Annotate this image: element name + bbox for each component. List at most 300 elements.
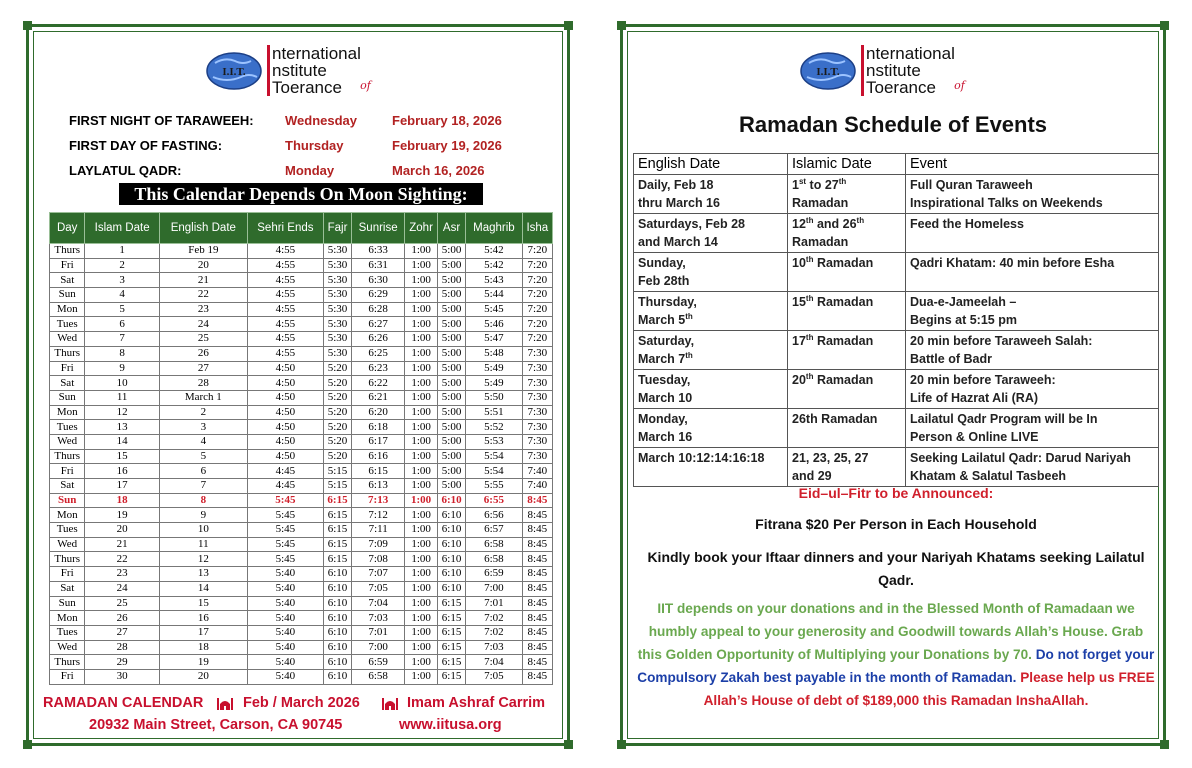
table-cell: 5:42 bbox=[466, 244, 523, 259]
table-cell: 5:00 bbox=[437, 302, 465, 317]
table-cell: 15 bbox=[159, 596, 247, 611]
logo-line-3: Toerance bbox=[272, 78, 342, 97]
table-cell: 6:31 bbox=[352, 258, 405, 273]
table-cell: 1:00 bbox=[405, 464, 438, 479]
table-cell: 1:00 bbox=[405, 567, 438, 582]
table-cell: 5:20 bbox=[323, 449, 351, 464]
table-cell: 6:15 bbox=[437, 655, 465, 670]
event-cell: Full Quran Taraweeh Inspirational Talks on Weekends bbox=[906, 175, 1159, 214]
table-cell: 1:00 bbox=[405, 508, 438, 523]
table-cell: Tues bbox=[50, 420, 85, 435]
table-cell: 5:44 bbox=[466, 288, 523, 303]
table-row bbox=[50, 523, 553, 538]
islamic-date-cell: 12th and 26th Ramadan bbox=[788, 214, 906, 253]
table-cell: 6:58 bbox=[352, 669, 405, 684]
table-cell: 13 bbox=[85, 420, 159, 435]
table-cell: 6:30 bbox=[352, 273, 405, 288]
table-cell: 8:45 bbox=[522, 596, 552, 611]
table-cell: 6:10 bbox=[437, 537, 465, 552]
english-date-cell: March 10:12:14:16:18 bbox=[634, 448, 788, 487]
table-cell: 26 bbox=[85, 611, 159, 626]
table-row bbox=[50, 420, 553, 435]
table-cell: 15 bbox=[85, 449, 159, 464]
table-cell: 5:00 bbox=[437, 273, 465, 288]
table-cell: 7:08 bbox=[352, 552, 405, 567]
islamic-date-cell: 26th Ramadan bbox=[788, 409, 906, 448]
table-cell: 8:45 bbox=[522, 625, 552, 640]
table-cell: 4:50 bbox=[247, 420, 323, 435]
table-cell: 7:30 bbox=[522, 434, 552, 449]
table-cell: Mon bbox=[50, 611, 85, 626]
table-cell: 5:20 bbox=[323, 405, 351, 420]
table-cell: 1:00 bbox=[405, 420, 438, 435]
eid-announcement: Eid–ul–Fitr to be Announced: bbox=[798, 485, 994, 501]
table-cell: 4:50 bbox=[247, 390, 323, 405]
table-cell: 6:10 bbox=[323, 625, 351, 640]
table-cell: 6:13 bbox=[352, 479, 405, 494]
table-cell: 6:22 bbox=[352, 376, 405, 391]
table-cell: 5:30 bbox=[323, 244, 351, 259]
table-cell: 5:40 bbox=[247, 625, 323, 640]
table-cell: 20 bbox=[159, 669, 247, 684]
table-cell: 7:20 bbox=[522, 273, 552, 288]
table-cell: 1:00 bbox=[405, 625, 438, 640]
table-cell: 1:00 bbox=[405, 596, 438, 611]
table-cell: 27 bbox=[159, 361, 247, 376]
table-cell: 7:07 bbox=[352, 567, 405, 582]
table-cell: 6:10 bbox=[437, 552, 465, 567]
table-cell: Sun bbox=[50, 596, 85, 611]
islamic-date-cell: 15th Ramadan bbox=[788, 292, 906, 331]
table-cell: 7:30 bbox=[522, 420, 552, 435]
table-cell: 1:00 bbox=[405, 434, 438, 449]
table-cell: 4:50 bbox=[247, 405, 323, 420]
table-cell: 7:05 bbox=[352, 581, 405, 596]
table-cell: 5:46 bbox=[466, 317, 523, 332]
table-cell: 5:45 bbox=[247, 523, 323, 538]
table-cell: 1:00 bbox=[405, 332, 438, 347]
table-cell: 5 bbox=[85, 302, 159, 317]
table-cell: 1:00 bbox=[405, 669, 438, 684]
table-cell: 5:43 bbox=[466, 273, 523, 288]
table-cell: 22 bbox=[159, 288, 247, 303]
logo-line-1: nternational bbox=[272, 44, 361, 63]
table-cell: 5:30 bbox=[323, 317, 351, 332]
table-cell: 5:51 bbox=[466, 405, 523, 420]
table-cell: 1:00 bbox=[405, 273, 438, 288]
table-cell: 6:10 bbox=[437, 523, 465, 538]
table-cell: Fri bbox=[50, 669, 85, 684]
table-cell: 24 bbox=[85, 581, 159, 596]
table-cell: Sun bbox=[50, 390, 85, 405]
table-cell: 11 bbox=[159, 537, 247, 552]
table-cell: 1 bbox=[85, 244, 159, 259]
table-cell: 23 bbox=[85, 567, 159, 582]
table-cell: 1:00 bbox=[405, 552, 438, 567]
schedule-title: Ramadan Schedule of Events bbox=[738, 112, 1048, 137]
table-cell: 4:55 bbox=[247, 346, 323, 361]
table-cell: 7:30 bbox=[522, 376, 552, 391]
booking-note: Kindly book your Iftaar dinners and your Nariyah Khatams seeking Lailatul Qadr. bbox=[647, 549, 1145, 588]
table-cell: 5:53 bbox=[466, 434, 523, 449]
table-cell: 5:20 bbox=[323, 361, 351, 376]
table-cell: 5:45 bbox=[247, 537, 323, 552]
table-cell: March 1 bbox=[159, 390, 247, 405]
table-row bbox=[50, 581, 553, 596]
event-row bbox=[634, 370, 1159, 409]
table-cell: 5:42 bbox=[466, 258, 523, 273]
column-header: English Date bbox=[159, 213, 247, 244]
table-row bbox=[50, 434, 553, 449]
table-row bbox=[50, 669, 553, 684]
table-cell: 4 bbox=[159, 434, 247, 449]
table-cell: 6:15 bbox=[323, 508, 351, 523]
table-cell: 1:00 bbox=[405, 346, 438, 361]
table-cell: Tues bbox=[50, 523, 85, 538]
event-cell: 20 min before Taraweeh: Life of Hazrat Ali (RA) bbox=[906, 370, 1159, 409]
table-cell: 1:00 bbox=[405, 405, 438, 420]
table-cell: 17 bbox=[159, 625, 247, 640]
table-row bbox=[50, 537, 553, 552]
table-cell: 8:45 bbox=[522, 523, 552, 538]
table-cell: Mon bbox=[50, 405, 85, 420]
english-date-cell: Saturdays, Feb 28 and March 14 bbox=[634, 214, 788, 253]
table-row bbox=[50, 346, 553, 361]
table-cell: Fri bbox=[50, 567, 85, 582]
table-cell: 6:10 bbox=[323, 669, 351, 684]
table-cell: 5:30 bbox=[323, 258, 351, 273]
table-cell: 7:11 bbox=[352, 523, 405, 538]
table-cell: 4:55 bbox=[247, 302, 323, 317]
column-header: English Date bbox=[634, 154, 788, 175]
table-cell: 7:00 bbox=[352, 640, 405, 655]
table-cell: 6:10 bbox=[437, 581, 465, 596]
table-cell: 6:10 bbox=[323, 640, 351, 655]
table-cell: 5:45 bbox=[466, 302, 523, 317]
table-cell: Thurs bbox=[50, 655, 85, 670]
table-cell: 18 bbox=[159, 640, 247, 655]
table-cell: 1:00 bbox=[405, 317, 438, 332]
table-cell: 7:30 bbox=[522, 390, 552, 405]
table-cell: 7:12 bbox=[352, 508, 405, 523]
table-cell: 5:48 bbox=[466, 346, 523, 361]
table-row bbox=[50, 655, 553, 670]
table-cell: 1:00 bbox=[405, 244, 438, 259]
islamic-date-cell: 17th Ramadan bbox=[788, 331, 906, 370]
table-cell: 5:20 bbox=[323, 420, 351, 435]
ramadan-calendar-panel: I.I.T. nternational nstitute Toerance of FIRST NIGHT OF TARAWEEH: Wednesday February 18, 2026 FIRST DAY OF FASTING: Thursday February 19, 2026 LAYLATUL QADR: Monday March 16, 2026 This Calendar Depends On Moon Sighting: Day Islam Date English Date Sehri Ends Fajr Sunrise Zohr Asr Maghrib Isha Thurs 1 Feb 19 4:55 5:30 6:33 1:00 5:00 5:42 7:20 Fri 2 20 4:55 5:30 6:31 1:00 5:00 5:42 7:20 Sat 3 21 4:55 5:30 6:30 1:00 5:00 5:43 7:20 Sun 4 22 4:55 5:30 6:29 1:00 5:00 5:44 7:20 Mon 5 23 4:55 5:30 6:28 1:00 5:00 5:45 7:20 Tues 6 24 4:55 5:30 6:27 1:00 5:00 5:46 7:20 Wed 7 25 4:55 5:30 6:26 1:00 5:00 5:47 7:20 Thurs 8 26 4:55 5:30 6:25 1:00 5:00 5:48 7:30 Fri 9 27 4:50 5:20 6:23 1:00 5:00 5:49 7:30 Sat 10 28 4:50 5:20 6:22 1:00 5:00 5:49 7:30 Sun 11 March 1 4:50 5:20 6:21 1:00 5:00 5:50 7:30 Mon 12 2 4:50 5:20 6:20 1:00 5:00 5:51 7:30 Tues 13 3 4:50 5:20 6:18 1:00 5:00 5:52 7:30 Wed 14 4 4:50 5:20 6:17 1:00 5:00 5:53 7:30 Thurs 15 5 4:50 5:20 6:16 1:00 5:00 5:54 7:30 Fri 16 6 4:45 5:15 6:15 1:00 5:00 5:54 7:40 Sat 17 7 4:45 5:15 6:13 1:00 5:00 5:55 7:40 Sun 18 8 5:45 6:15 7:13 1:00 6:10 6:55 8:45 Mon 19 9 5:45 6:15 7:12 1:00 6:10 6:56 8:45 Tues 20 10 5:45 6:15 7:11 1:00 6:10 6:57 8:45 Wed 21 11 5:45 6:15 7:09 1:00 6:10 6:58 8:45 Thurs 22 12 5:45 6:15 7:08 1:00 6:10 6:58 8:45 Fri 23 13 5:40 6:10 7:07 1:00 6:10 6:59 8:45 Sat 24 14 5:40 6:10 7:05 1:00 6:10 7:00 8:45 Sun 25 15 5:40 6:10 7:04 1:00 6:15 7:01 8:45 Mon 26 16 5:40 6:10 7:03 1:00 6:15 7:02 8:45 Tues 27 17 5:40 6:10 7:01 1:00 6:15 7:02 8:45 Wed 28 18 5:40 6:10 7:00 1:00 6:15 7:03 8:45 Thurs 29 19 5:40 6:10 6:59 1:00 6:15 7:04 8:45 Fri 30 20 5:40 6:10 6:58 1:00 6:15 7:05 8:45 RAMADAN CALENDAR Feb / March 2026 Imam Ashraf Carrim 20932 Main Street, Carson, CA 90745 www.iitusa.org bbox=[26, 24, 570, 746]
table-cell: Wed bbox=[50, 434, 85, 449]
table-cell: 14 bbox=[85, 434, 159, 449]
table-cell: 9 bbox=[85, 361, 159, 376]
table-cell: 16 bbox=[159, 611, 247, 626]
table-cell: 5:00 bbox=[437, 420, 465, 435]
table-cell: 1:00 bbox=[405, 390, 438, 405]
column-header: Sehri Ends bbox=[247, 213, 323, 244]
english-date-cell: Saturday, March 7th bbox=[634, 331, 788, 370]
table-cell: 6:15 bbox=[323, 523, 351, 538]
table-cell: 5:54 bbox=[466, 449, 523, 464]
table-cell: 6:15 bbox=[437, 625, 465, 640]
table-cell: 5 bbox=[159, 449, 247, 464]
table-row bbox=[50, 361, 553, 376]
table-cell: 6:15 bbox=[323, 537, 351, 552]
table-cell: 12 bbox=[159, 552, 247, 567]
table-cell: 5:45 bbox=[247, 552, 323, 567]
table-cell: 5:30 bbox=[323, 288, 351, 303]
event-cell: Lailatul Qadr Program will be In Person & Online LIVE bbox=[906, 409, 1159, 448]
globe-icon bbox=[799, 51, 857, 91]
table-cell: 19 bbox=[159, 655, 247, 670]
table-cell: 5:15 bbox=[323, 464, 351, 479]
table-cell: 5:00 bbox=[437, 405, 465, 420]
table-cell: 1:00 bbox=[405, 581, 438, 596]
table-cell: 5:00 bbox=[437, 346, 465, 361]
islamic-date-cell: 20th Ramadan bbox=[788, 370, 906, 409]
event-row bbox=[634, 214, 1159, 253]
table-cell: 7:30 bbox=[522, 361, 552, 376]
table-row bbox=[50, 596, 553, 611]
table-cell: 5:30 bbox=[323, 302, 351, 317]
table-cell: Thurs bbox=[50, 346, 85, 361]
table-cell: 5:40 bbox=[247, 567, 323, 582]
logo-line-2: nstitute bbox=[272, 61, 327, 80]
table-cell: 6:57 bbox=[466, 523, 523, 538]
table-row bbox=[50, 464, 553, 479]
table-cell: 6:15 bbox=[437, 611, 465, 626]
table-cell: 5:20 bbox=[323, 390, 351, 405]
table-row bbox=[50, 288, 553, 303]
event-cell: 20 min before Taraweeh Salah: Battle of Badr bbox=[906, 331, 1159, 370]
svg-text:I.I.T.: I.I.T. bbox=[816, 66, 840, 78]
table-cell: 7:30 bbox=[522, 346, 552, 361]
table-cell: 4:55 bbox=[247, 317, 323, 332]
svg-text:I.I.T.: I.I.T. bbox=[222, 66, 246, 78]
table-row bbox=[50, 449, 553, 464]
islamic-date-cell: 21, 23, 25, 27 and 29 bbox=[788, 448, 906, 487]
donation-appeal: IIT depends on your donations and in the Blessed Month of Ramadaan we humbly appeal to your generosity and Goodwill towards Allah’s House. Grab this Golden Opportunity of Multiplying your Donations by 70. Do not forget your Compulsory Zakah best payable in the month of Ramadan. Please help us FREE Allah’s House of debt of $189,000 this Ramadan InshaAllah. bbox=[637, 601, 1155, 708]
table-cell: 4:45 bbox=[247, 464, 323, 479]
table-cell: 4:55 bbox=[247, 288, 323, 303]
table-cell: 4 bbox=[85, 288, 159, 303]
table-cell: 5:00 bbox=[437, 361, 465, 376]
table-cell: Thurs bbox=[50, 449, 85, 464]
fitrana-note: Fitrana $20 Per Person in Each Household bbox=[755, 516, 1037, 532]
table-cell: 6:26 bbox=[352, 332, 405, 347]
table-cell: 6:28 bbox=[352, 302, 405, 317]
table-row bbox=[50, 302, 553, 317]
table-cell: 11 bbox=[85, 390, 159, 405]
table-cell: Fri bbox=[50, 258, 85, 273]
event-row bbox=[634, 175, 1159, 214]
globe-icon bbox=[205, 51, 263, 91]
logo-line-3: Toerance bbox=[866, 78, 936, 97]
table-cell: 1:00 bbox=[405, 288, 438, 303]
table-cell: 5:30 bbox=[323, 332, 351, 347]
table-cell: 5:45 bbox=[247, 508, 323, 523]
table-cell: 3 bbox=[159, 420, 247, 435]
table-cell: 7:20 bbox=[522, 302, 552, 317]
table-cell: 5:00 bbox=[437, 288, 465, 303]
table-cell: 4:50 bbox=[247, 434, 323, 449]
table-cell: 6:15 bbox=[437, 669, 465, 684]
table-cell: 28 bbox=[85, 640, 159, 655]
islamic-date-cell: 10th Ramadan bbox=[788, 253, 906, 292]
table-cell: 7:20 bbox=[522, 244, 552, 259]
column-header: Zohr bbox=[405, 213, 438, 244]
table-cell: 6:15 bbox=[352, 464, 405, 479]
table-cell: 7:20 bbox=[522, 332, 552, 347]
table-cell: 6:23 bbox=[352, 361, 405, 376]
table-cell: 26 bbox=[159, 346, 247, 361]
table-cell: 7:03 bbox=[466, 640, 523, 655]
table-cell: Mon bbox=[50, 508, 85, 523]
table-cell: 5:30 bbox=[323, 273, 351, 288]
column-header: Fajr bbox=[323, 213, 351, 244]
table-cell: 24 bbox=[159, 317, 247, 332]
table-cell: 6:58 bbox=[466, 552, 523, 567]
table-cell: 5:15 bbox=[323, 479, 351, 494]
event-row bbox=[634, 448, 1159, 487]
table-row bbox=[50, 611, 553, 626]
table-cell: 8:45 bbox=[522, 493, 552, 508]
table-cell: 12 bbox=[85, 405, 159, 420]
table-cell: 5:30 bbox=[323, 346, 351, 361]
table-cell: 6:18 bbox=[352, 420, 405, 435]
table-cell: 6:10 bbox=[437, 508, 465, 523]
table-cell: 7:30 bbox=[522, 405, 552, 420]
table-cell: 5:40 bbox=[247, 596, 323, 611]
table-cell: 7:09 bbox=[352, 537, 405, 552]
website-link[interactable]: www.iitusa.org bbox=[399, 717, 502, 733]
table-cell: 4:50 bbox=[247, 376, 323, 391]
table-row bbox=[50, 625, 553, 640]
table-cell: 1:00 bbox=[405, 449, 438, 464]
table-cell: 6:59 bbox=[466, 567, 523, 582]
table-row bbox=[50, 332, 553, 347]
table-cell: 6:15 bbox=[437, 640, 465, 655]
table-cell: 25 bbox=[159, 332, 247, 347]
table-cell: 5:49 bbox=[466, 361, 523, 376]
event-cell: Dua-e-Jameelah – Begins at 5:15 pm bbox=[906, 292, 1159, 331]
table-row bbox=[50, 244, 553, 259]
table-cell: 1:00 bbox=[405, 258, 438, 273]
table-cell: 8:45 bbox=[522, 669, 552, 684]
table-row bbox=[50, 552, 553, 567]
table-cell: Wed bbox=[50, 640, 85, 655]
table-cell: 6:29 bbox=[352, 288, 405, 303]
table-cell: 4:55 bbox=[247, 244, 323, 259]
table-cell: 10 bbox=[159, 523, 247, 538]
mosque-icon bbox=[381, 696, 399, 710]
event-row bbox=[634, 331, 1159, 370]
islamic-date-cell: 1st to 27th Ramadan bbox=[788, 175, 906, 214]
table-cell: 20 bbox=[159, 258, 247, 273]
table-cell: 19 bbox=[85, 508, 159, 523]
table-cell: 6:56 bbox=[466, 508, 523, 523]
table-cell: 21 bbox=[85, 537, 159, 552]
table-cell: 5:00 bbox=[437, 390, 465, 405]
iit-logo: I.I.T. nternational nstitute Toerance of bbox=[799, 45, 955, 96]
table-cell: 5:20 bbox=[323, 376, 351, 391]
table-cell: 10 bbox=[85, 376, 159, 391]
table-cell: 18 bbox=[85, 493, 159, 508]
table-cell: 5:20 bbox=[323, 434, 351, 449]
table-cell: 6:15 bbox=[323, 493, 351, 508]
table-row bbox=[50, 567, 553, 582]
table-cell: 7:04 bbox=[466, 655, 523, 670]
table-cell: 7:20 bbox=[522, 288, 552, 303]
table-cell: 6:59 bbox=[352, 655, 405, 670]
table-cell: 7:40 bbox=[522, 464, 552, 479]
table-cell: 4:50 bbox=[247, 449, 323, 464]
table-cell: Tues bbox=[50, 625, 85, 640]
table-cell: 23 bbox=[159, 302, 247, 317]
table-row bbox=[50, 376, 553, 391]
table-cell: 3 bbox=[85, 273, 159, 288]
table-row bbox=[50, 479, 553, 494]
table-cell: Sat bbox=[50, 376, 85, 391]
table-cell: 7 bbox=[85, 332, 159, 347]
table-cell: Sun bbox=[50, 288, 85, 303]
table-cell: 21 bbox=[159, 273, 247, 288]
table-row bbox=[50, 640, 553, 655]
table-cell: 1:00 bbox=[405, 655, 438, 670]
english-date-cell: Thursday, March 5th bbox=[634, 292, 788, 331]
table-cell: 7:04 bbox=[352, 596, 405, 611]
column-header: Maghrib bbox=[466, 213, 523, 244]
schedule-panel bbox=[620, 24, 1166, 746]
table-cell: 5:40 bbox=[247, 655, 323, 670]
table-cell: 8:45 bbox=[522, 537, 552, 552]
table-cell: 6:10 bbox=[323, 567, 351, 582]
table-cell: 8:45 bbox=[522, 611, 552, 626]
table-cell: 1:00 bbox=[405, 302, 438, 317]
table-cell: 5:49 bbox=[466, 376, 523, 391]
table-cell: 30 bbox=[85, 669, 159, 684]
table-cell: 5:40 bbox=[247, 669, 323, 684]
table-cell: Feb 19 bbox=[159, 244, 247, 259]
table-cell: 6 bbox=[159, 464, 247, 479]
table-cell: 7:13 bbox=[352, 493, 405, 508]
english-date-cell: Tuesday, March 10 bbox=[634, 370, 788, 409]
table-cell: 5:45 bbox=[247, 493, 323, 508]
table-cell: 16 bbox=[85, 464, 159, 479]
table-cell: 5:52 bbox=[466, 420, 523, 435]
table-cell: 5:00 bbox=[437, 332, 465, 347]
moon-sighting-banner: This Calendar Depends On Moon Sighting: bbox=[119, 183, 483, 205]
english-date-cell: Monday, March 16 bbox=[634, 409, 788, 448]
table-cell: Wed bbox=[50, 332, 85, 347]
table-cell: 4:55 bbox=[247, 332, 323, 347]
table-cell: Sun bbox=[50, 493, 85, 508]
table-cell: 7 bbox=[159, 479, 247, 494]
table-cell: 20 bbox=[85, 523, 159, 538]
event-cell: Seeking Lailatul Qadr: Darud Nariyah Khatam & Salatul Tasbeeh bbox=[906, 448, 1159, 487]
table-cell: 6:10 bbox=[323, 611, 351, 626]
table-cell: 1:00 bbox=[405, 640, 438, 655]
logo-line-1: nternational bbox=[866, 44, 955, 63]
table-cell: 7:40 bbox=[522, 479, 552, 494]
table-cell: 7:20 bbox=[522, 317, 552, 332]
table-row bbox=[50, 508, 553, 523]
table-cell: 8:45 bbox=[522, 552, 552, 567]
table-cell: 1:00 bbox=[405, 523, 438, 538]
event-cell: Qadri Khatam: 40 min before Esha bbox=[906, 253, 1159, 292]
table-row bbox=[50, 258, 553, 273]
table-cell: 17 bbox=[85, 479, 159, 494]
table-cell: 5:00 bbox=[437, 376, 465, 391]
